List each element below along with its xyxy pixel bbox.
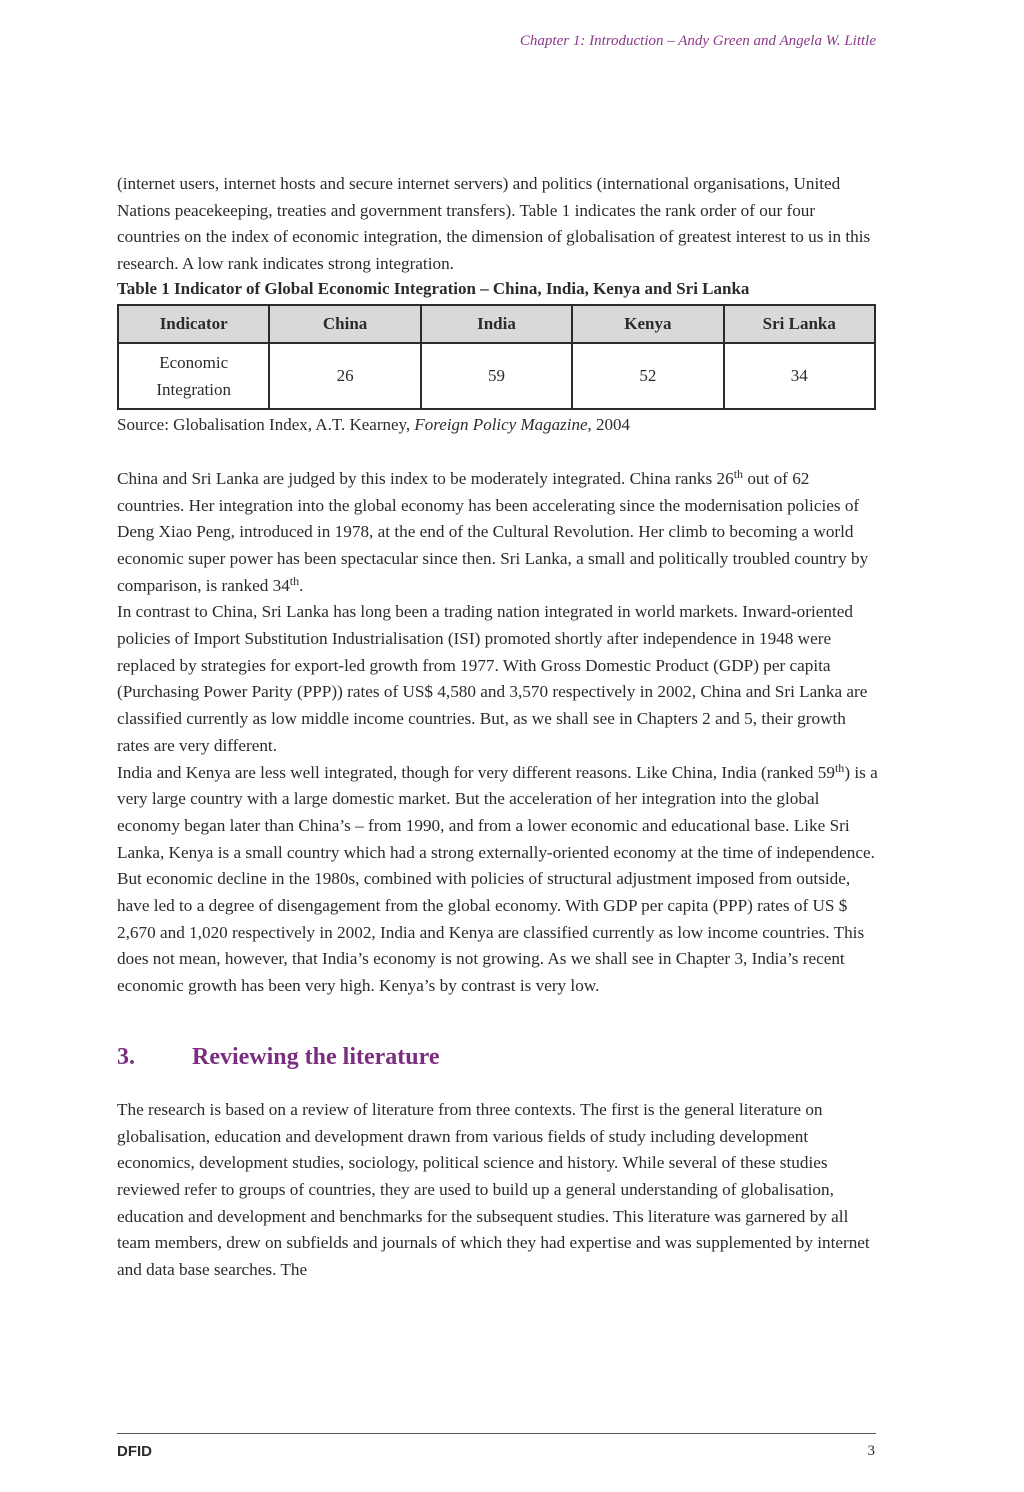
p2-sup-a: th	[733, 466, 744, 481]
paragraph-literature: The research is based on a review of literature from three contexts. The first is the general literature on globalisation, education and development drawn from various fields of study including development economics, development studies, sociology, political science and history. While several of these studies reviewed refer to groups of countries, they are used to build up a general understanding of globalisation, education and development and benchmarks for the subsequent studies. This literature was garnered by all team members, drew on subfields and journals of which they had expertise and was supplemented by internet and data base searches. The	[117, 1099, 870, 1280]
p2-text-d: In contrast to China, Sri Lanka has long been a trading nation integrated in world markets. Inward-oriented policies of Import Substitution Industrialisation (ISI) promoted shortly after independence in 1948 were replaced by strategies for export-led growth from 1977. With Gross Domestic Product (GDP) per capita (Purchasing Power Parity (PPP)) rates of US$ 4,580 and 3,570 respectively in 2002, China and Sri Lanka are classified currently as low middle income countries. But, as we shall see in Chapters 2 and 5, their growth rates are very different.	[117, 602, 868, 755]
footer-rule	[117, 1433, 876, 1434]
cell-sri-lanka: 34	[724, 343, 875, 409]
p2-text-c: .	[299, 575, 304, 595]
p3-text-b: ) is a very large country with a large domestic market. But the acceleration of her integration into the global economy began later than China’s – from 1990, and from a lower economic and educational base. Like Sri Lanka, Kenya is a small country which had a strong externally-oriented economy at the time of independence. But economic decline in the 1980s, combined with policies of structural adjustment imposed from outside, have led to a degree of disengagement from the global economy. With GDP per capita (PPP) rates of US $ 2,670 and 1,020 respectively in 2002, India and Kenya are classified currently as low income countries. This does not mean, however, that India’s economy is not growing. As we shall see in Chapter 3, India’s recent economic growth has been very high. Kenya’s by contrast is very low.	[117, 762, 878, 996]
paragraph-intro: (internet users, internet hosts and secure internet servers) and politics (international organisations, United Nations peacekeeping, treaties and government transfers). Table 1 indicates the rank order of our four countries on the index of economic integration, the dimension of globalisation of greatest interest to us in this research. A low rank indicates strong integration.	[117, 174, 871, 274]
indicator-line-2: Integration	[156, 379, 231, 399]
header-kenya: Kenya	[572, 305, 723, 343]
section-heading	[117, 1044, 879, 1071]
paragraph-china-srilanka	[117, 466, 879, 760]
section-number: 3.	[117, 1043, 135, 1070]
cell-china: 26	[269, 343, 420, 409]
header-china: China	[269, 305, 420, 343]
table-row	[118, 343, 875, 409]
p2-text-b: out of 62 countries. Her integration into the global economy has been accelerating since the modernisation policies of Deng Xiao Peng, introduced in 1978, at the end of the Cultural Revolution. Her climb to becoming a world economic super power has been spectacular since then. Sri Lanka, a small and politically troubled country by comparison, is ranked 34	[117, 468, 869, 595]
footer-label: DFID	[117, 1443, 152, 1460]
table-header-row	[118, 305, 875, 343]
integration-table	[117, 304, 876, 410]
cell-kenya: 52	[572, 343, 723, 409]
p3-sup: th	[834, 760, 845, 775]
source-journal: Foreign Policy Magazine	[414, 414, 588, 434]
source-prefix: Source: Globalisation Index, A.T. Kearney,	[117, 414, 415, 434]
running-head: Chapter 1: Introduction – Andy Green and Angela W. Little	[519, 33, 876, 49]
cell-india: 59	[421, 343, 572, 409]
header-indicator: Indicator	[118, 305, 269, 343]
table-source	[117, 414, 879, 436]
indicator-line-1: Economic	[159, 352, 229, 372]
table-caption: Table 1 Indicator of Global Economic Integration – China, India, Kenya and Sri Lanka	[117, 278, 750, 298]
section-title: Reviewing the literature	[192, 1043, 440, 1070]
page-content	[117, 171, 879, 1284]
cell-indicator	[118, 343, 269, 409]
paragraph-india-kenya	[117, 760, 879, 1000]
header-india: India	[421, 305, 572, 343]
page-number: 3	[867, 1443, 875, 1459]
source-suffix: , 2004	[587, 414, 631, 434]
p3-text-a: India and Kenya are less well integrated, though for very different reasons. Like China, India (ranked 59	[117, 762, 835, 782]
p2-sup-b: th	[289, 573, 300, 588]
p2-text-a: China and Sri Lanka are judged by this index to be moderately integrated. China ranks 26	[117, 468, 734, 488]
header-sri-lanka: Sri Lanka	[724, 305, 875, 343]
